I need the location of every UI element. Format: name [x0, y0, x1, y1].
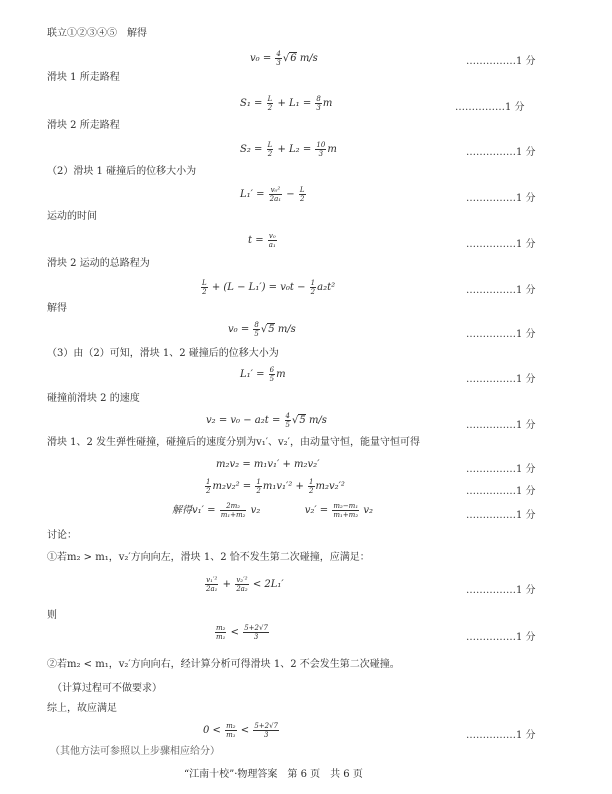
- formula-mass-ratio: $\frac{\text{m₂}}{\text{m₁}}$ < $\frac{5+2√7}{3}$: [216, 624, 268, 641]
- text-line-case2: ②若m₂ < m₁，v₂′方向向右，经计算分析可得滑块 1、2 不会发生第二次碰撞。: [47, 659, 400, 670]
- score-2: ……………1 分: [455, 102, 525, 113]
- formula-l1prime: L₁′ = $\frac{\text{v₀²}}{\text{2a₁}}$ − $\frac{L}{2}$: [240, 186, 305, 203]
- score-3: ……………1 分: [466, 147, 536, 158]
- formula-momentum: m₂v₂ = m₁v₁′ + m₂v₂′: [216, 459, 320, 470]
- text-line-part3: （3）由（2）可知，滑块 1、2 碰撞后的位移大小为: [47, 348, 279, 359]
- text-line-discuss: 讨论：: [47, 530, 77, 541]
- score-6: ……………1 分: [466, 285, 536, 296]
- score-8: ……………1 分: [466, 374, 536, 385]
- text-line-s2: 滑块 2 所走路程: [47, 120, 120, 131]
- score-4: ……………1 分: [466, 193, 536, 204]
- formula-v2: v₂ = v₀ − a₂t = $\frac{4}{5}$ √5 m/s: [206, 412, 327, 429]
- text-line-elastic: 滑块 1、2 发生弹性碰撞，碰撞后的速度分别为v₁′、v₂′，由动量守恒，能量守恒可得: [47, 437, 420, 448]
- text-line-before-collision: 碰撞前滑块 2 的速度: [47, 393, 140, 404]
- text-line-conclusion: 综上，故应满足: [47, 703, 117, 714]
- formula-energy: $\frac{1}{2}$ m₂v₂² = $\frac{1}{2}$ m₁v₁′² + $\frac{1}{2}$ m₂v₂′²: [206, 478, 345, 495]
- score-13: ……………1 分: [466, 585, 536, 596]
- formula-v0: v₀ = $\frac{4}{3}$ √6 m/s: [250, 50, 318, 67]
- page-footer: “江南十校”·物理答案 第 6 页 共 6 页: [184, 769, 363, 780]
- score-12: ……………1 分: [466, 510, 536, 521]
- score-14: ……………1 分: [466, 632, 536, 643]
- formula-s2: S₂ = $\frac{L}{2}$ + L₂ = $\frac{10}{3}$ m: [240, 141, 337, 158]
- text-line-other-methods: （其他方法可参照以上步骤相应给分）: [50, 746, 220, 757]
- score-5: ……………1 分: [466, 239, 536, 250]
- text-line-note: （计算过程可不做要求）: [52, 683, 162, 694]
- text-line-s1: 滑块 1 所走路程: [47, 72, 120, 83]
- score-7: ……………1 分: [466, 329, 536, 340]
- formula-condition: $\frac{\text{v₁′²}}{\text{2a₁}}$ + $\frac{\text{v₂′²}}{\text{2a₂}}$ < 2L₁′: [206, 576, 284, 593]
- score-11: ……………1 分: [466, 486, 536, 497]
- text-line-time: 运动的时间: [47, 211, 97, 222]
- score-1: ……………1 分: [466, 56, 536, 67]
- formula-total-path: $\frac{L}{2}$ + (L − L₁′) = v₀t − $\frac{1}{2}$ a₂t²: [202, 279, 336, 296]
- formula-l1prime-b: L₁′ = $\frac{6}{5}$ m: [240, 366, 286, 383]
- text-line-solve2: 解得: [47, 303, 67, 314]
- formula-v0-b: v₀ = $\frac{8}{5}$ √5 m/s: [228, 321, 296, 338]
- formula-solved-velocities: 解得v₁′ = $\frac{\text{2m₂}}{\text{m₁+m₂}}$ v₂ v₂′ = $\frac{\text{m₂−m₁}}{\text{m₁+m₂}}$ v₂: [172, 502, 373, 519]
- text-line-solve: 联立①②③④⑤ 解得: [47, 28, 147, 39]
- text-line-part2: （2）滑块 1 碰撞后的位移大小为: [47, 166, 197, 177]
- score-9: ……………1 分: [466, 420, 536, 431]
- score-10: ……………1 分: [466, 464, 536, 475]
- score-15: ……………1 分: [466, 730, 536, 741]
- text-line-total-path: 滑块 2 运动的总路程为: [47, 258, 150, 269]
- formula-s1: S₁ = $\frac{L}{2}$ + L₁ = $\frac{8}{3}$ m: [240, 95, 333, 112]
- text-line-case1: ①若m₂ > m₁，v₂′方向向左，滑块 1、2 恰不发生第二次碰撞，应满足：: [47, 552, 370, 563]
- formula-time: t = $\frac{\text{v₀}}{\text{a₁}}$: [248, 232, 276, 249]
- text-line-then: 则: [47, 610, 57, 621]
- formula-final-range: 0 < $\frac{\text{m₂}}{\text{m₁}}$ < $\frac{5+2√7}{3}$: [203, 722, 279, 739]
